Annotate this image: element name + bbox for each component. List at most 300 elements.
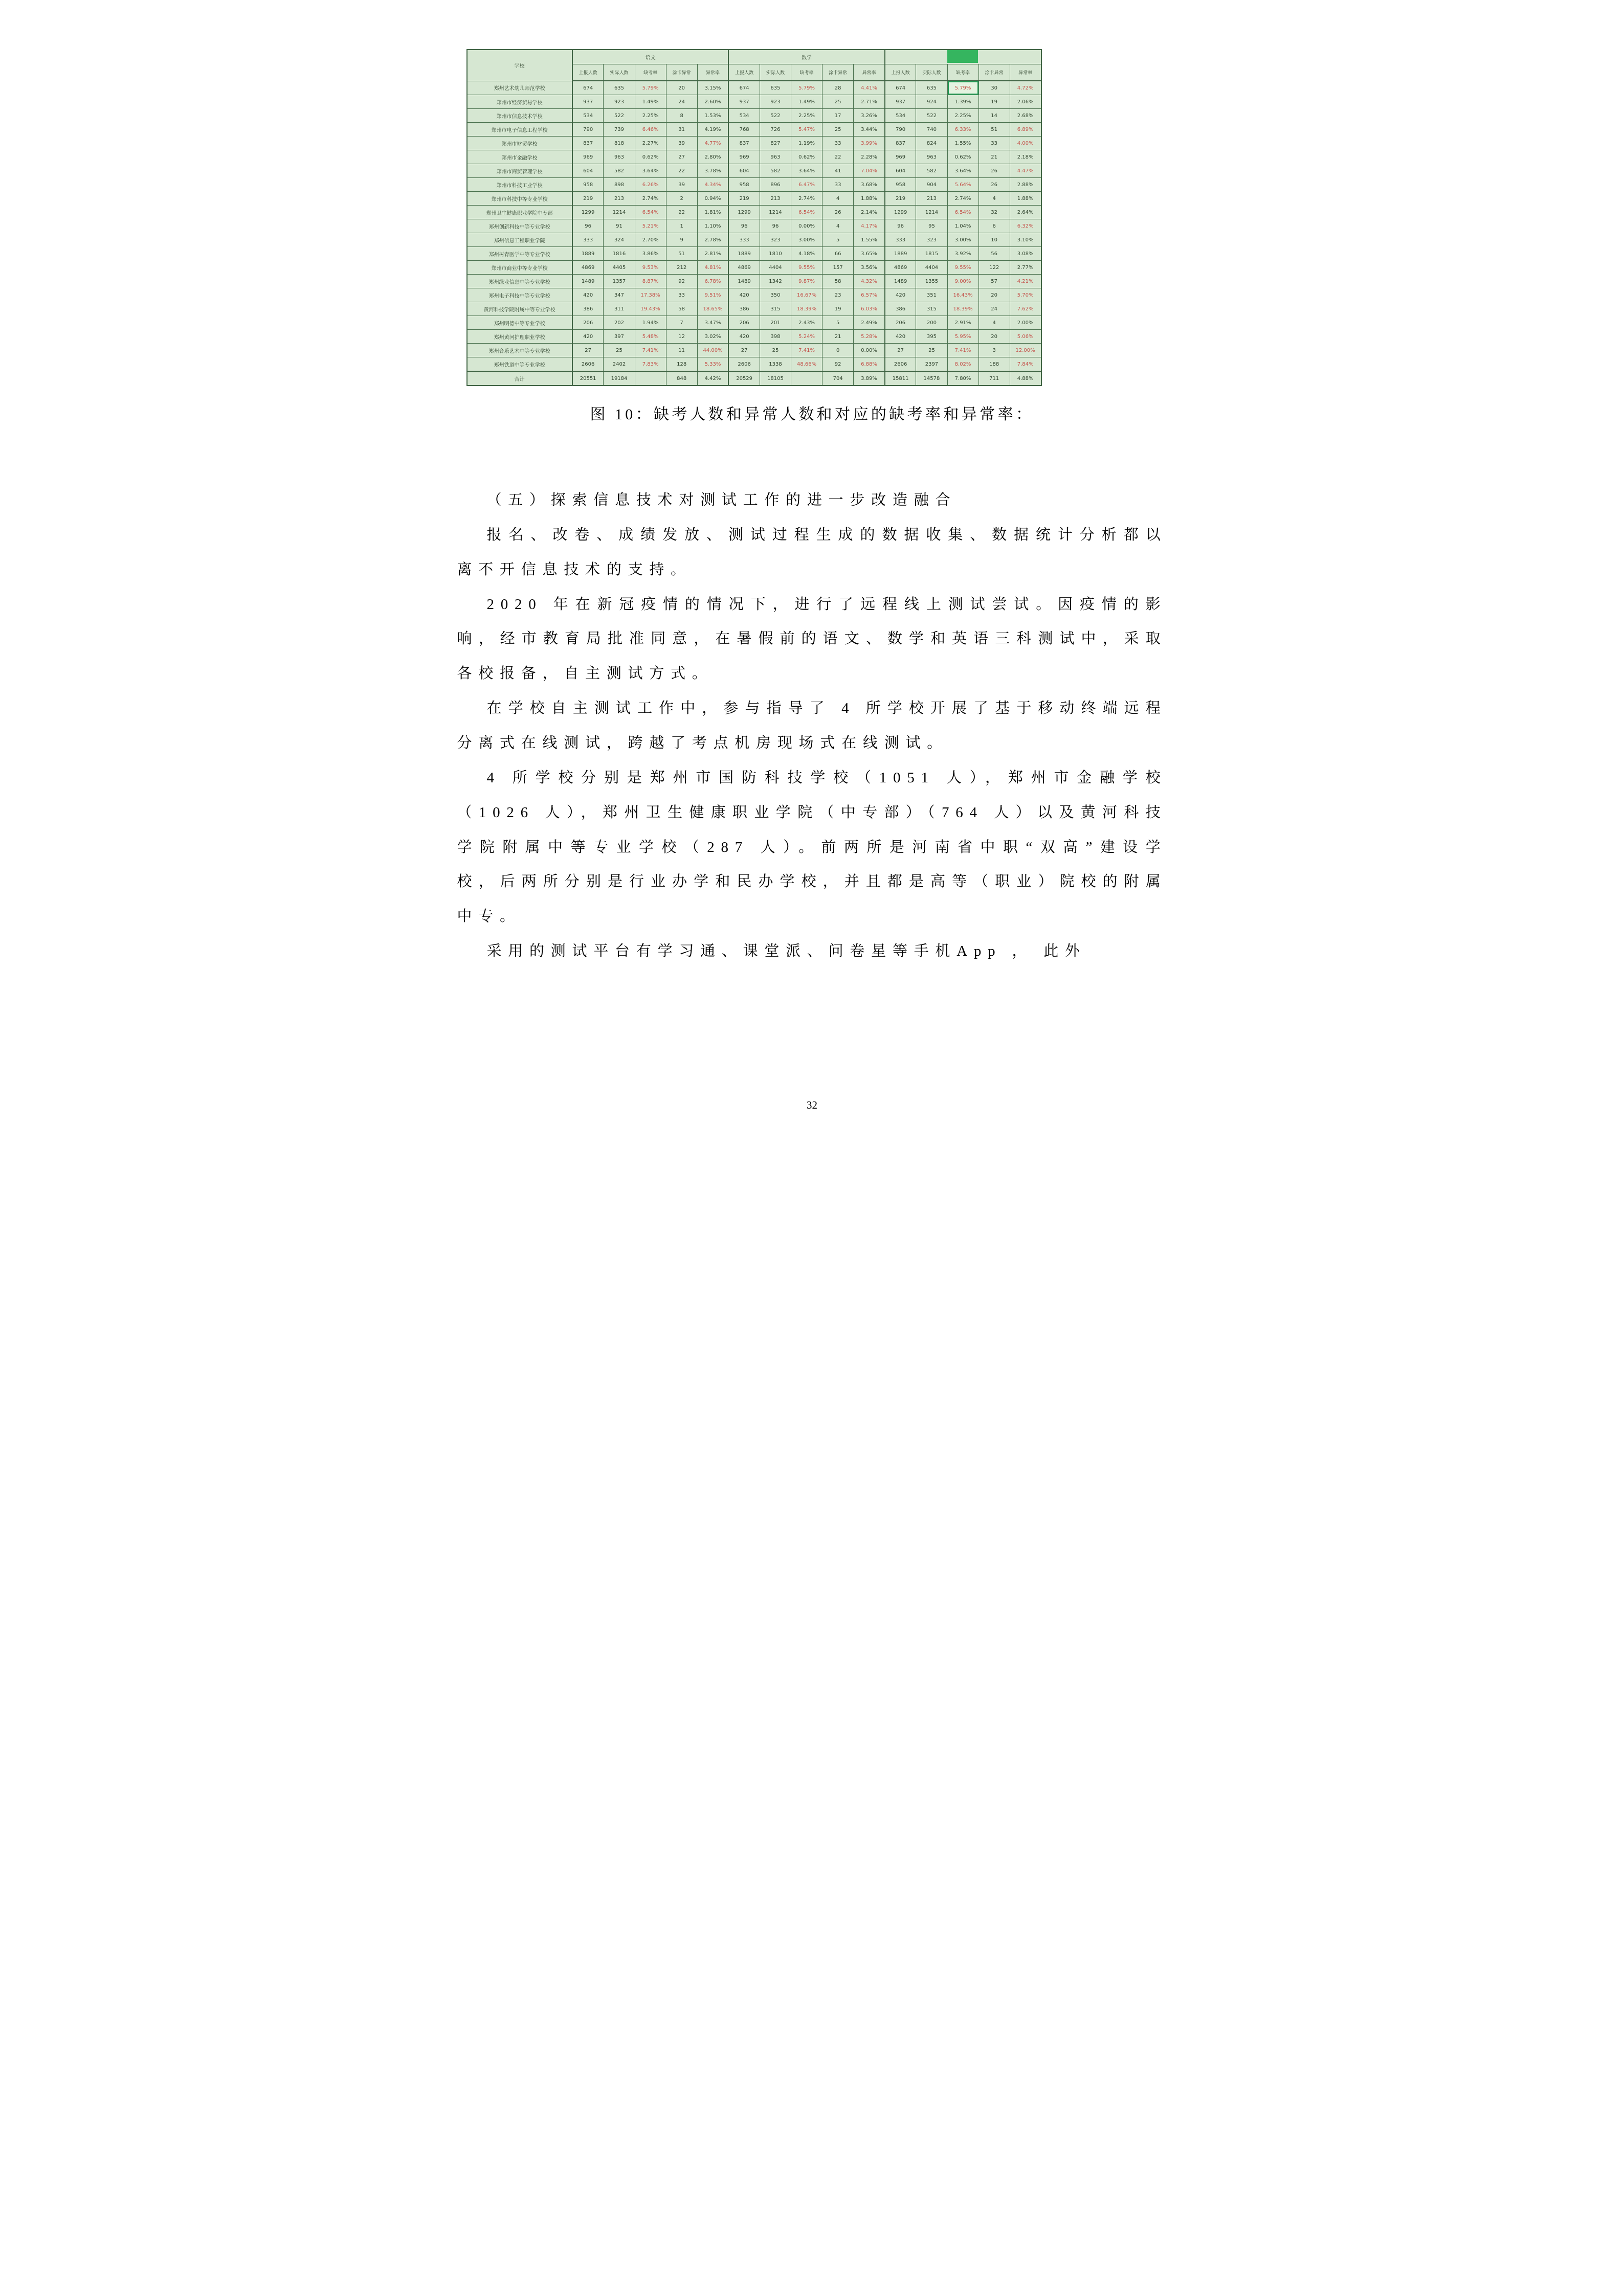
col-header: 异常率 [1010, 64, 1041, 81]
data-cell: 1816 [604, 247, 635, 261]
data-cell: 1889 [572, 247, 604, 261]
data-cell: 522 [604, 109, 635, 123]
data-cell: 28 [822, 81, 854, 95]
data-cell: 95 [916, 219, 947, 233]
data-cell: 2.25% [947, 109, 978, 123]
table-row [467, 344, 1041, 357]
data-cell: 923 [604, 95, 635, 109]
data-cell: 27 [885, 344, 916, 357]
table-row [467, 371, 1041, 386]
data-cell: 2.49% [854, 316, 885, 330]
data-cell: 18105 [760, 371, 791, 386]
data-cell: 58 [822, 275, 854, 288]
data-cell: 582 [604, 164, 635, 178]
section-heading: （五）探索信息技术对测试工作的进一步改造融合 [486, 492, 957, 508]
data-cell: 4.41% [854, 81, 885, 95]
data-cell: 17 [822, 109, 854, 123]
data-cell: 1889 [885, 247, 916, 261]
data-cell: 1.55% [947, 137, 978, 150]
data-cell: 937 [572, 95, 604, 109]
data-cell: 6.54% [635, 206, 666, 219]
data-cell: 333 [572, 233, 604, 247]
col-header: 异常率 [854, 64, 885, 81]
data-cell: 1299 [885, 206, 916, 219]
data-cell: 15811 [885, 371, 916, 386]
table-row [467, 81, 1041, 95]
school-name-cell: 郑州市科技中等专业学校 [467, 192, 572, 206]
data-cell: 26 [978, 164, 1010, 178]
data-cell: 1489 [885, 275, 916, 288]
data-cell: 958 [885, 178, 916, 192]
data-cell: 2606 [728, 357, 760, 372]
data-cell: 3.99% [854, 137, 885, 150]
data-cell: 200 [916, 316, 947, 330]
data-cell: 848 [666, 371, 697, 386]
data-cell: 11 [666, 344, 697, 357]
data-cell: 9.00% [947, 275, 978, 288]
data-cell: 395 [916, 330, 947, 344]
data-cell: 4.47% [1010, 164, 1041, 178]
data-cell: 420 [885, 288, 916, 302]
data-cell: 2402 [604, 357, 635, 372]
data-cell: 41 [822, 164, 854, 178]
table-row [467, 357, 1041, 372]
data-cell: 7.80% [947, 371, 978, 386]
data-cell: 18.39% [947, 302, 978, 316]
data-cell: 39 [666, 178, 697, 192]
data-cell: 3.00% [947, 233, 978, 247]
school-name-cell: 郑州市科技工业学校 [467, 178, 572, 192]
data-cell: 4.17% [854, 219, 885, 233]
data-cell: 51 [978, 123, 1010, 137]
data-cell: 3.02% [697, 330, 728, 344]
data-cell: 635 [916, 81, 947, 95]
school-name-cell: 郑州树青医学中等专业学校 [467, 247, 572, 261]
data-cell: 16.67% [791, 288, 822, 302]
data-cell: 1815 [916, 247, 947, 261]
school-name-cell: 郑州电子科技中等专业学校 [467, 288, 572, 302]
data-cell: 604 [728, 164, 760, 178]
data-cell: 2.18% [1010, 150, 1041, 164]
data-cell: 323 [916, 233, 947, 247]
data-cell: 837 [572, 137, 604, 150]
data-cell: 6.47% [791, 178, 822, 192]
data-cell: 3.26% [854, 109, 885, 123]
data-cell: 2.77% [1010, 261, 1041, 275]
data-cell: 2.06% [1010, 95, 1041, 109]
data-cell: 5.06% [1010, 330, 1041, 344]
data-cell: 5.24% [791, 330, 822, 344]
data-cell: 4.32% [854, 275, 885, 288]
data-cell: 6.54% [791, 206, 822, 219]
data-cell: 33 [978, 137, 1010, 150]
data-cell: 4 [978, 192, 1010, 206]
data-cell: 4.00% [1010, 137, 1041, 150]
data-cell: 58 [666, 302, 697, 316]
data-cell: 213 [604, 192, 635, 206]
data-cell: 6.46% [635, 123, 666, 137]
col-header: 缺考率 [791, 64, 822, 81]
data-cell: 674 [572, 81, 604, 95]
col-header: 上报人数 [728, 64, 760, 81]
data-cell: 12.00% [1010, 344, 1041, 357]
data-cell: 635 [604, 81, 635, 95]
data-cell: 7.84% [1010, 357, 1041, 372]
data-cell: 219 [572, 192, 604, 206]
data-cell: 6.88% [854, 357, 885, 372]
data-cell: 92 [666, 275, 697, 288]
data-cell: 2.14% [854, 206, 885, 219]
data-cell: 33 [822, 137, 854, 150]
data-cell: 10 [978, 233, 1010, 247]
data-cell: 768 [728, 123, 760, 137]
data-cell: 22 [666, 164, 697, 178]
data-cell: 188 [978, 357, 1010, 372]
table-row [467, 123, 1041, 137]
data-cell: 20529 [728, 371, 760, 386]
data-cell: 1299 [728, 206, 760, 219]
data-cell: 2.00% [1010, 316, 1041, 330]
data-cell: 202 [604, 316, 635, 330]
data-cell: 739 [604, 123, 635, 137]
data-cell: 19 [978, 95, 1010, 109]
data-cell: 21 [978, 150, 1010, 164]
data-cell: 1.04% [947, 219, 978, 233]
selection-column-highlight [947, 50, 978, 63]
data-cell: 22 [666, 206, 697, 219]
table-row [467, 192, 1041, 206]
data-cell: 25 [822, 123, 854, 137]
data-cell: 6.57% [854, 288, 885, 302]
data-cell: 398 [760, 330, 791, 344]
data-cell: 1.88% [854, 192, 885, 206]
data-cell: 333 [728, 233, 760, 247]
data-cell: 96 [760, 219, 791, 233]
data-cell: 3.00% [791, 233, 822, 247]
data-cell: 206 [572, 316, 604, 330]
table-row [467, 261, 1041, 275]
data-cell: 9.55% [947, 261, 978, 275]
data-cell: 2606 [572, 357, 604, 372]
school-name-cell: 郑州市金融学校 [467, 150, 572, 164]
table-row [467, 178, 1041, 192]
data-cell: 2.78% [697, 233, 728, 247]
school-name-cell: 郑州卫生健康职业学院中专部 [467, 206, 572, 219]
data-cell: 14578 [916, 371, 947, 386]
data-cell: 31 [666, 123, 697, 137]
data-cell: 420 [572, 288, 604, 302]
data-cell: 0 [822, 344, 854, 357]
data-cell: 2.71% [854, 95, 885, 109]
data-cell: 674 [728, 81, 760, 95]
school-name-cell: 郑州信息工程职业学院 [467, 233, 572, 247]
data-cell: 1214 [916, 206, 947, 219]
data-cell: 219 [728, 192, 760, 206]
data-cell: 56 [978, 247, 1010, 261]
data-cell: 4.19% [697, 123, 728, 137]
data-cell: 9.53% [635, 261, 666, 275]
data-cell: 2.60% [697, 95, 728, 109]
data-cell: 1.94% [635, 316, 666, 330]
data-cell: 5.95% [947, 330, 978, 344]
data-cell: 937 [728, 95, 760, 109]
data-cell: 923 [760, 95, 791, 109]
data-cell [635, 371, 666, 386]
page-number: 32 [807, 1099, 817, 1111]
data-cell: 4.21% [1010, 275, 1041, 288]
data-cell: 8.02% [947, 357, 978, 372]
data-cell: 1342 [760, 275, 791, 288]
school-name-cell: 郑州创新科技中等专业学校 [467, 219, 572, 233]
data-cell: 969 [728, 150, 760, 164]
paragraph: 在学校自主测试工作中，参与指导了 4 所学校开展了基于移动终端远程分离式在线测试，跨越了考点机房现场式在线测试。 [457, 700, 1167, 752]
data-cell: 7 [666, 316, 697, 330]
school-name-cell: 郑州黄河护理职业学校 [467, 330, 572, 344]
data-cell: 5 [822, 233, 854, 247]
data-cell: 1810 [760, 247, 791, 261]
data-cell: 5.79% [791, 81, 822, 95]
data-cell: 3.64% [947, 164, 978, 178]
col-header: 异常率 [697, 64, 728, 81]
school-name-cell: 郑州市财贸学校 [467, 137, 572, 150]
data-cell: 937 [885, 95, 916, 109]
col-header: 涂卡异常 [822, 64, 854, 81]
data-cell: 6.78% [697, 275, 728, 288]
data-cell: 122 [978, 261, 1010, 275]
data-cell: 9.51% [697, 288, 728, 302]
data-cell: 3.56% [854, 261, 885, 275]
data-cell: 386 [885, 302, 916, 316]
data-cell: 66 [822, 247, 854, 261]
data-cell: 904 [916, 178, 947, 192]
data-cell: 14 [978, 109, 1010, 123]
data-cell: 1.10% [697, 219, 728, 233]
data-cell: 963 [760, 150, 791, 164]
data-cell: 157 [822, 261, 854, 275]
data-cell: 12 [666, 330, 697, 344]
data-cell: 3.65% [854, 247, 885, 261]
col-header: 上报人数 [885, 64, 916, 81]
data-cell: 896 [760, 178, 791, 192]
data-cell: 2.27% [635, 137, 666, 150]
data-cell: 19.43% [635, 302, 666, 316]
data-cell: 0.94% [697, 192, 728, 206]
data-cell: 2.74% [635, 192, 666, 206]
data-cell: 711 [978, 371, 1010, 386]
table-row [467, 330, 1041, 344]
subject-header-math: 数学 [728, 50, 884, 64]
data-cell: 3.64% [791, 164, 822, 178]
subject-header-chinese: 语文 [572, 50, 728, 64]
data-cell: 315 [916, 302, 947, 316]
data-cell: 2.74% [947, 192, 978, 206]
data-cell: 1.88% [1010, 192, 1041, 206]
table-row [467, 109, 1041, 123]
data-cell: 5.70% [1010, 288, 1041, 302]
school-name-cell: 郑州绿业信息中等专业学校 [467, 275, 572, 288]
data-cell: 5.28% [854, 330, 885, 344]
table-row [467, 206, 1041, 219]
data-cell: 6.32% [1010, 219, 1041, 233]
data-cell: 898 [604, 178, 635, 192]
data-cell: 0.00% [854, 344, 885, 357]
data-cell: 44.00% [697, 344, 728, 357]
data-cell: 33 [666, 288, 697, 302]
data-cell: 24 [666, 95, 697, 109]
data-cell: 0.00% [791, 219, 822, 233]
data-cell: 522 [760, 109, 791, 123]
data-cell: 20 [666, 81, 697, 95]
data-cell: 2.64% [1010, 206, 1041, 219]
data-cell: 27 [666, 150, 697, 164]
data-cell: 6.54% [947, 206, 978, 219]
table-row [467, 219, 1041, 233]
data-cell: 1357 [604, 275, 635, 288]
data-cell: 1355 [916, 275, 947, 288]
data-cell: 1.55% [854, 233, 885, 247]
data-cell: 5 [822, 316, 854, 330]
data-cell: 3.86% [635, 247, 666, 261]
school-name-cell: 郑州明德中等专业学校 [467, 316, 572, 330]
data-cell: 924 [916, 95, 947, 109]
data-cell: 4869 [728, 261, 760, 275]
table-row [467, 233, 1041, 247]
data-cell: 635 [760, 81, 791, 95]
data-cell: 4869 [572, 261, 604, 275]
data-cell: 206 [728, 316, 760, 330]
paragraph: 采用的测试平台有学习通、课堂派、问卷星等手机App ， 此外 [486, 943, 1086, 960]
data-cell: 3.15% [697, 81, 728, 95]
school-name-cell: 郑州音乐艺术中等专业学校 [467, 344, 572, 357]
data-cell: 4.81% [697, 261, 728, 275]
data-cell: 740 [916, 123, 947, 137]
col-header: 涂卡异常 [978, 64, 1010, 81]
data-cell: 323 [760, 233, 791, 247]
data-cell: 2.28% [854, 150, 885, 164]
school-name-cell: 郑州市经济贸易学校 [467, 95, 572, 109]
data-cell: 8.87% [635, 275, 666, 288]
data-cell: 3.08% [1010, 247, 1041, 261]
data-cell: 4.18% [791, 247, 822, 261]
data-cell: 522 [916, 109, 947, 123]
data-cell: 5.64% [947, 178, 978, 192]
data-cell: 4404 [760, 261, 791, 275]
school-name-cell: 郑州艺术幼儿师范学校 [467, 81, 572, 95]
data-cell: 7.83% [635, 357, 666, 372]
data-cell: 351 [916, 288, 947, 302]
data-cell: 1299 [572, 206, 604, 219]
data-cell: 420 [572, 330, 604, 344]
data-cell: 4.72% [1010, 81, 1041, 95]
data-cell: 674 [885, 81, 916, 95]
data-cell: 4.77% [697, 137, 728, 150]
data-cell: 347 [604, 288, 635, 302]
data-cell: 25 [604, 344, 635, 357]
data-cell: 837 [885, 137, 916, 150]
data-cell: 17.38% [635, 288, 666, 302]
data-cell: 2 [666, 192, 697, 206]
data-cell: 21 [822, 330, 854, 344]
data-cell: 324 [604, 233, 635, 247]
data-cell: 5.79% [635, 81, 666, 95]
table-row [467, 275, 1041, 288]
data-cell: 25 [822, 95, 854, 109]
data-cell: 4869 [885, 261, 916, 275]
data-cell: 213 [760, 192, 791, 206]
data-cell: 4 [978, 316, 1010, 330]
data-cell: 5.21% [635, 219, 666, 233]
data-cell: 420 [728, 330, 760, 344]
data-cell: 201 [760, 316, 791, 330]
data-cell: 0.62% [635, 150, 666, 164]
absence-anomaly-table [466, 49, 1042, 386]
data-cell: 9 [666, 233, 697, 247]
data-cell: 20551 [572, 371, 604, 386]
data-cell: 6 [978, 219, 1010, 233]
data-cell: 534 [572, 109, 604, 123]
paragraph: 2020 年在新冠疫情的情况下，进行了远程线上测试尝试。因疫情的影响，经市教育局批准同意，在暑假前的语文、数学和英语三科测试中，采取各校报备，自主测试方式。 [457, 596, 1167, 682]
col-header: 实际人数 [760, 64, 791, 81]
data-cell: 6.89% [1010, 123, 1041, 137]
school-name-cell: 郑州铁道中等专业学校 [467, 357, 572, 372]
figure-10-table [466, 49, 1042, 386]
data-cell: 824 [916, 137, 947, 150]
data-cell: 2.81% [697, 247, 728, 261]
data-cell: 958 [572, 178, 604, 192]
data-cell: 4.34% [697, 178, 728, 192]
selected-cell: 5.79% [947, 81, 978, 95]
data-cell: 1.49% [791, 95, 822, 109]
data-cell: 827 [760, 137, 791, 150]
data-cell: 212 [666, 261, 697, 275]
data-cell: 315 [760, 302, 791, 316]
data-cell: 2.68% [1010, 109, 1041, 123]
data-cell: 22 [822, 150, 854, 164]
data-cell: 27 [728, 344, 760, 357]
data-cell: 4.88% [1010, 371, 1041, 386]
data-cell: 8 [666, 109, 697, 123]
data-cell: 2397 [916, 357, 947, 372]
data-cell: 3.47% [697, 316, 728, 330]
data-cell: 7.41% [635, 344, 666, 357]
col-header: 缺考率 [635, 64, 666, 81]
data-cell: 16.43% [947, 288, 978, 302]
data-cell: 704 [822, 371, 854, 386]
data-cell: 726 [760, 123, 791, 137]
data-cell: 1489 [572, 275, 604, 288]
data-cell: 963 [604, 150, 635, 164]
data-cell: 1.49% [635, 95, 666, 109]
data-cell: 333 [885, 233, 916, 247]
data-cell: 1.53% [697, 109, 728, 123]
data-cell: 1338 [760, 357, 791, 372]
data-cell: 18.65% [697, 302, 728, 316]
table-row [467, 95, 1041, 109]
data-cell: 32 [978, 206, 1010, 219]
data-cell: 0.62% [947, 150, 978, 164]
data-cell: 3.64% [635, 164, 666, 178]
data-cell: 2.43% [791, 316, 822, 330]
data-cell: 3.44% [854, 123, 885, 137]
data-cell: 1.39% [947, 95, 978, 109]
data-cell: 2.25% [635, 109, 666, 123]
table-row [467, 247, 1041, 261]
data-cell: 24 [978, 302, 1010, 316]
school-column-header: 学校 [467, 50, 572, 81]
data-cell: 958 [728, 178, 760, 192]
data-cell: 1889 [728, 247, 760, 261]
paragraph: 报名、改卷、成绩发放、测试过程生成的数据收集、数据统计分析都以离不开信息技术的支持。 [457, 526, 1167, 578]
